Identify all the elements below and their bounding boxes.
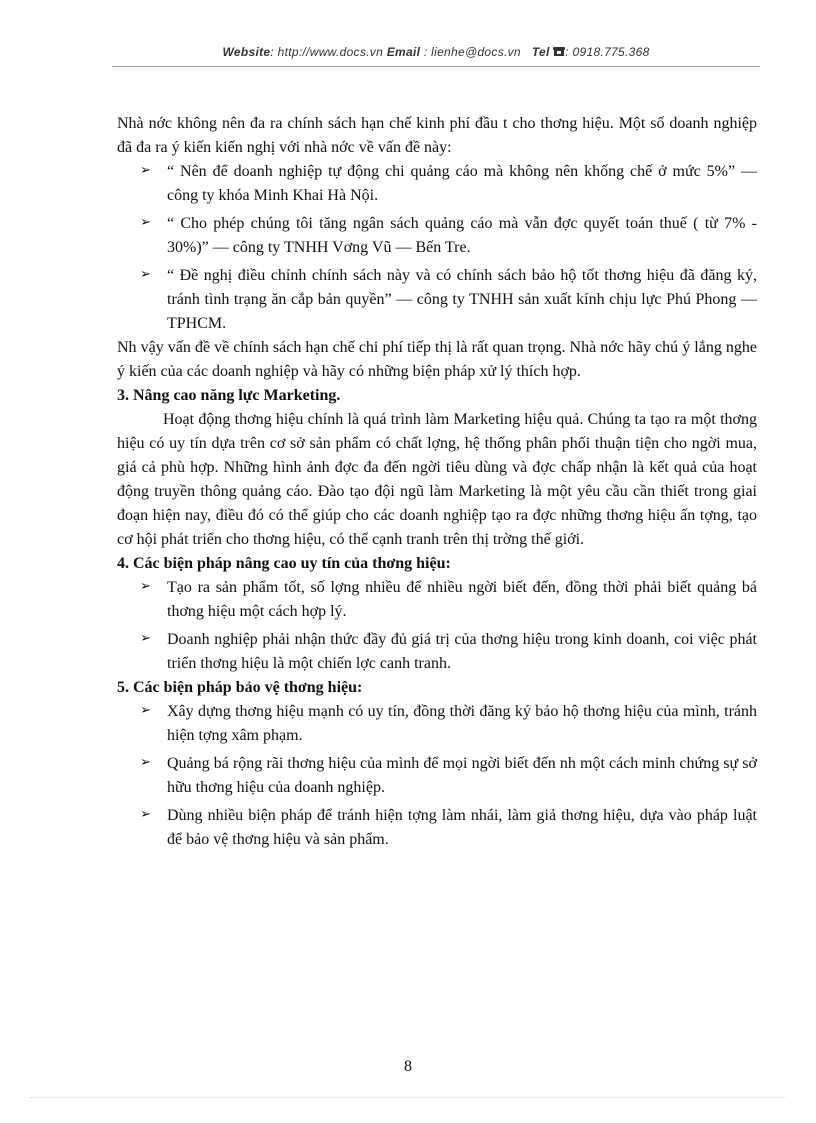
list-item-text: “ Cho phép chúng tôi tăng ngân sách quảng cáo mà vẫn đợc quyết toán thuế ( từ 7% - 30%)” — công ty TNHH Vơng Vũ — Bến Tre. — [167, 215, 757, 256]
list-item — [140, 160, 757, 208]
list-item-text: “ Nên để doanh nghiệp tự động chi quảng cáo mà không nên khống chế ở mức 5%” — công ty khóa Minh Khai Hà Nội. — [167, 163, 757, 204]
list-item — [140, 576, 757, 624]
tel-value: : 0918.775.368 — [565, 45, 650, 59]
list-item-text: “ Đề nghị điều chỉnh chính sách này và có chính sách bảo hộ tốt thơng hiệu đã đăng ký, tránh tình trạng ăn cắp bản quyền” — công ty TNHH sản xuất kính chịu lực Phú Phong — TPHCM. — [167, 267, 757, 332]
list-item — [140, 264, 757, 336]
arrow-bullet-icon: ➢ — [140, 807, 151, 822]
section-3-body: Hoạt động thơng hiệu chính là quá trình làm Marketing hiệu quả. Chúng ta tạo ra một thơng hiệu có uy tín dựa trên cơ sở sản phẩm có chất lợng, hệ thống phân phối thuận tiện cho ngời mua, giá cả phù hợp. Những hình ảnh đợc đa đến ngời tiêu dùng và đợc chấp nhận là kết quả của hoạt động truyền thông quảng cáo. Đào tạo đội ngũ làm Marketing là một yêu cầu cần thiết trong giai đoạn hiện nay, điều đó có thể giúp cho các doanh nghiệp tạo ra đợc những thơng hiệu ấn tợng, tạo cơ hội phát triển cho thơng hiệu, có thể cạnh tranh trên thị trờng thế giới. — [117, 411, 757, 548]
list-item-text: Tạo ra sản phẩm tốt, số lợng nhiều để nhiều ngời biết đến, đồng thời phải biết quảng bá thơng hiệu một cách hợp lý. — [167, 579, 757, 620]
footer-divider — [30, 1097, 786, 1098]
list-item — [140, 212, 757, 260]
conclusion-paragraph: Nh vậy vấn đề về chính sách hạn chế chi phí tiếp thị là rất quan trọng. Nhà nớc hãy chú ý lắng nghe ý kiến của các doanh nghiệp và hãy có những biện pháp xử lý thích hợp. — [117, 339, 757, 380]
list-item — [140, 752, 757, 800]
arrow-bullet-icon: ➢ — [140, 215, 151, 230]
intro-paragraph: Nhà nớc không nên đa ra chính sách hạn chế kinh phí đầu t cho thơng hiệu. Một số doanh nghiệp đã đa ra ý kiến kiến nghị với nhà nớc về vấn đề này: — [117, 115, 757, 156]
list-item — [140, 804, 757, 852]
list-item-text: Quảng bá rộng rãi thơng hiệu của mình để mọi ngời biết đến nh một cách minh chứng sự sở hữu thơng hiệu của doanh nghiệp. — [167, 755, 757, 796]
tel-label: Tel — [531, 45, 550, 59]
page-content — [117, 112, 757, 856]
header-divider — [112, 66, 760, 67]
website-value[interactable]: : http://www.docs.vn — [270, 45, 384, 59]
section-5-heading: 5. Các biện pháp bảo vệ thơng hiệu: — [117, 679, 363, 696]
arrow-bullet-icon: ➢ — [140, 267, 151, 282]
phone-icon — [553, 45, 565, 59]
list-item — [140, 700, 757, 748]
email-value[interactable]: : lienhe@docs.vn — [423, 45, 521, 59]
arrow-bullet-icon: ➢ — [140, 163, 151, 178]
section-3-heading: 3. Nâng cao năng lực Marketing. — [117, 387, 341, 404]
section-5-bullet-list — [117, 700, 757, 852]
page-number: 8 — [404, 1058, 412, 1075]
arrow-bullet-icon: ➢ — [140, 703, 151, 718]
page-header — [112, 45, 760, 59]
list-item-text: Dùng nhiều biện pháp để tránh hiện tợng làm nhái, làm giả thơng hiệu, dựa vào pháp luật để bảo vệ thơng hiệu và sản phẩm. — [167, 807, 757, 848]
section-4-bullet-list — [117, 576, 757, 676]
website-label: Website — [222, 45, 271, 59]
intro-bullet-list — [117, 160, 757, 336]
list-item — [140, 628, 757, 676]
list-item-text: Doanh nghiệp phải nhận thức đầy đủ giá trị của thơng hiệu trong kinh doanh, coi việc phát triển thơng hiệu là một chiến lợc canh tranh. — [167, 631, 757, 672]
email-label: Email — [386, 45, 421, 59]
arrow-bullet-icon: ➢ — [140, 579, 151, 594]
arrow-bullet-icon: ➢ — [140, 631, 151, 646]
section-4-heading: 4. Các biện pháp nâng cao uy tín của thơng hiệu: — [117, 555, 451, 572]
arrow-bullet-icon: ➢ — [140, 755, 151, 770]
list-item-text: Xây dựng thơng hiệu mạnh có uy tín, đồng thời đăng ký bảo hộ thơng hiệu của mình, tránh hiện tợng xâm phạm. — [167, 703, 757, 744]
